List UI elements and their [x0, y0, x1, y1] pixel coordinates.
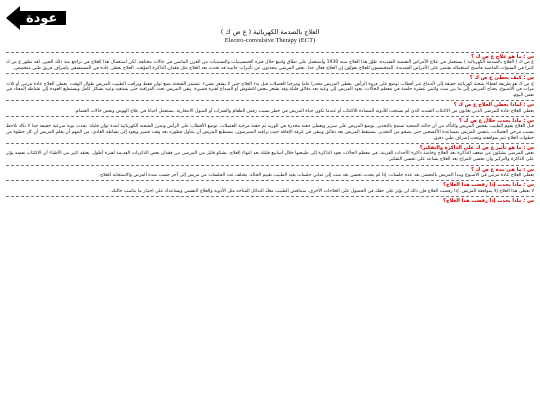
back-button[interactable] — [6, 6, 66, 30]
faq-answer: قبل العلاج يقوم الطبيب بفحص المريض والتأكد من أن حالته الصحية تسمح بالتخدير. يوضع المريض على سرير ويعطى حقنة مخدرة في الوريد ثم حقنة مرخية للعضلات. توضع الأقطاب على الرأس وتمرر الشحنة الكهربائية لمدة ثوان قليلة. يحدث نوبة صرعية خفيفة جدا لا تكاد تلاحظ بسبب مرخي العضلات. يتنفس المريض بمساعدة الأكسجين حتى يصحو من التخدير. يستيقظ المريض بعد دقائق ويبقى في غرفة الإفاقة حيث يراقبه الممرضون. يستطيع المريض أن يتناول فطوره بعد وقت قصير ويعود إلى نشاطه العادي. من المهم أن يعلم المريض أن كل خطوة من خطوات العلاج تتم بموافقته وتحت إشراف طبي دقيق. — [6, 124, 534, 141]
faq-question: س : ما هو علاج ع ص ك ؟ — [471, 54, 534, 60]
faq-section — [6, 116, 534, 141]
page-header — [150, 28, 390, 44]
back-button-label: عودة — [26, 10, 58, 26]
article-body — [6, 50, 534, 403]
faq-question: س : ما هو تأثير ع ص ك على الذاكرة والتفكير؟ — [419, 145, 534, 152]
faq-question-footer: س : ماذا يحدث إذا رفضت هذا العلاج؟ — [443, 198, 534, 205]
section-divider — [6, 100, 534, 101]
faq-section — [6, 180, 534, 194]
faq-question: س : ماذا يحدث إذا رفضت هذا العلاج؟ — [443, 182, 534, 189]
page-title-english: Electro-convulsive Therapy (ECT) — [224, 37, 316, 44]
section-divider — [6, 143, 534, 144]
faq-answer: لا يعطى هذا العلاج إلا بموافقة المريض. إذا رفضت العلاج فإن ذلك لن يؤثر على حقك في الحصول على العلاجات الأخرى. سيناقش الطبيب معك البدائل المتاحة مثل الأدوية والعلاج النفسي ويساعدك على اختيار ما يناسب حالتك. — [110, 188, 534, 194]
faq-question: س : لماذا يعطى العلاج ع ص ك ؟ — [453, 102, 534, 109]
faq-section — [6, 73, 534, 98]
faq-answer: ع ص ك ( العلاج بالصدمة الكهربائية ) يستعمل في علاج الأمراض النفسية الشديدة. طوّر هذا العلاج سنة 1930 واستعمل على نطاق واسع خلال فترة الخمسينيات والستينيات من القرن الماضي في حالات مختلفة. لكن استعمال هذا العلاج في تراجع منذ ذلك الحين. لقد تطور ع ص ك كثيرا في السنوات الماضية فأصبح استعماله يقتصر على الأمراض الشديدة. المتحمسون للعلاج يقولون إن العلاج فعال جدا. بعض المرضى يتحدثون عن تأثيرات جانبية قد تحدث بعد العلاج مثل فقدان الذاكرة المؤقت. العلاج يعطى عادة في المستشفى بإشراف فريق طبي متخصص. — [6, 60, 534, 71]
section-divider — [6, 180, 534, 181]
section-divider — [6, 52, 534, 53]
faq-section — [6, 52, 534, 71]
faq-question: س : ما هي مدة ع ص ك ؟ — [471, 166, 534, 173]
faq-answer: يعطى العلاج عادة مرتين في الأسبوع ويبدأ المريض بالتحسن بعد عدة جلسات. إذا لم يحدث تحسن بعد ست إلى ثماني جلسات يعيد الطبيب تقييم الحالة. يختلف عدد الجلسات من مريض إلى آخر حسب شدة المرض والاستجابة للعلاج. — [98, 172, 534, 178]
section-divider — [6, 196, 534, 197]
page-title-arabic: العلاج بالصدمة الكهربائية ( ع ص ك ) — [220, 28, 320, 36]
faq-section — [6, 143, 534, 162]
faq-answer: ع ص ك هو طريقة لعطاء شحنة كهربائية خفيفة إلى الدماغ عبر أقطاب توضع على فروة الرأس. يعطى المريض مخدرا عاما ومرخيا للعضلات قبل بدء العلاج حتى لا يشعر بشيء. تستمر الشحنة بضع ثوان فقط ويراقب الطبيب المريض طوال الوقت. يعطى العلاج عادة مرتين أو ثلاث مرات في الأسبوع. يحتاج المريض إلى ما بين ست واثنتي عشرة جلسة في معظم الحالات. يعود المريض إلى وعيه بعد دقائق قليلة وقد يشعر ببعض التشوش أو الصداع لفترة قصيرة. يبقى المريض تحت المراقبة حتى يستعيد وعيه بشكل كامل ويستطيع العودة إلى نشاطه المعتاد في نفس اليوم. — [6, 81, 534, 98]
section-divider — [6, 73, 534, 74]
faq-section — [6, 165, 534, 179]
faq-answer: بعض المرضى يشكون من ضعف الذاكرة بعد العلاج وخاصة ذاكرة الأحداث القريبة. في معظم الحالات تعود الذاكرة إلى طبيعتها خلال أسابيع قليلة بعد انتهاء العلاج. يشكو قليل من المرضى من فقدان بعض الذكريات القديمة لفترة أطول. يعتقد كثير من الأطباء أن الاكتئاب نفسه يؤثر على الذاكرة والتركيز وأن تحسن المزاج بعد العلاج يساعد على تحسن التفكير. — [6, 151, 534, 162]
section-divider — [6, 116, 534, 117]
faq-question: س : ماذا يحدث خلال ع ص ك ؟ — [459, 118, 534, 125]
section-divider — [6, 165, 534, 166]
faq-section — [6, 100, 534, 114]
faq-answer: يعطى العلاج عادة للمرضى الذين يعانون من الاكتئاب الشديد الذي لم يستجب للأدوية المضادة للاكتئاب أو عندما تكون حياة المريض في خطر بسبب رفض الطعام والشراب أو الميول الانتحارية. يستعمل أحيانا في علاج الهوس وبعض حالات الفصام. — [74, 108, 534, 114]
faq-question: س : كيف يعطى ع ص ك ؟ — [469, 75, 534, 82]
